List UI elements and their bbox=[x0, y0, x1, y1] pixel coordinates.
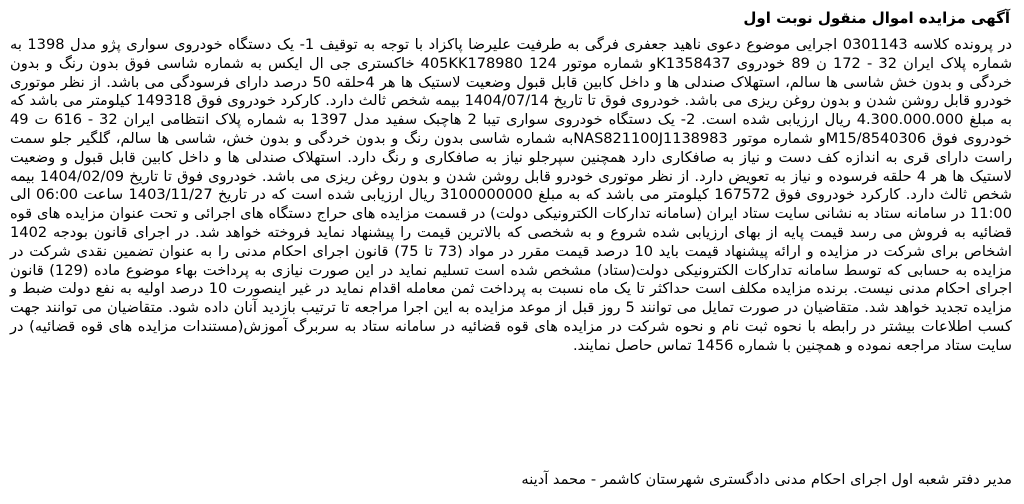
auction-notice bbox=[10, 4, 1016, 500]
notice-signature: مدیر دفتر شعبه اول اجرای احکام مدنی دادگستری شهرستان کاشمر - محمد آدینه bbox=[521, 471, 1012, 488]
notice-body: در پرونده کلاسه 0301143 اجرایی موضوع دعوی ناهید جعفری فرگی به طرفیت علیرضا پاکزاد با توجه به توقیف 1- یک دستگاه خودروی سواری پژو مدل 1398 به شماره پلاک ایران 32 - 172 ن 89 خودروی K1358437و شماره موتور 124 405KK178980 خاکستری جی ال ایکس به شماره شاسی فوق بدون رنگ و بدون خردگی و بدون خش شاسی ها سالم، استهلاک صندلی ها و داخل کابین قابل قبول وضعیت لاستیک ها هر 4حلقه 50 درصد دارای فرسودگی می باشد. از نظر موتوری خودرو قابل روشن شدن و بدون روغن ریزی می باشد. خودروی فوق تا تاریخ 1404/07/14 بیمه شخص ثالث دارد. کارکرد خودروی فوق 149318 کیلومتر می باشد که به مبلغ 4.300.000.000 ریال ارزیابی شده است. 2- یک دستگاه خودروی سواری تیبا 2 هاچبک سفید مدل 1397 به شماره پلاک انتظامی ایران 32 - 616 ت 49 خودروی فوق M15/8540306و شماره موتور NAS821100J1138983به شماره شاسی بدون رنگ و بدون خردگی و بدون خش، شاسی ها سالم، گلگیر جلو سمت راست دارای قری به اندازه کف دست و نیاز به صافکاری دارد همچنین سپرجلو نیاز به صافکاری و رنگ دارد. استهلاک صندلی ها و داخل کابین قابل قبول و وضعیت لاستیک ها هر 4 حلقه فرسوده و نیاز به تعویض دارد. از نظر موتوری خودرو قابل روشن شدن و بدون روغن ریزی می باشد. خودروی فوق تا تاریخ 1404/02/09 بیمه شخص ثالث دارد. کارکرد خودروی فوق 167572 کیلومتر می باشد که به مبلغ 3100000000 ریال ارزیابی شده است که در تاریخ 1403/11/27 ساعت 06:00 الی 11:00 در سامانه ستاد به نشانی سایت ستاد ایران (سامانه تدارکات الکترونیکی دولت) در قسمت مزایده های حراج دستگاه های اجرائی و تحت عنوان مزایده های قوه قضائیه به فروش می رسد قیمت پایه از بهای ارزیابی شده شروع و به شخصی که بالاترین قیمت را پیشنهاد نماید فروخته خواهد شد. در اجرای قانون بودجه 1402 اشخاص برای شرکت در مزایده و ارائه پیشنهاد قیمت باید 10 درصد قیمت مقرر در مواد (73 تا 75) قانون اجرای احکام مدنی را به عنوان تضمین نقدی شرکت در مزایده به حسابی که توسط سامانه تدارکات الکترونیکی دولت(ستاد) مشخص شده است تسلیم نماید در این صورت نیازی به پرداخت بهاء موضوع ماده (129) قانون اجرای احکام مدنی نیست. برنده مزایده مکلف است حداکثر تا یک ماه نسبت به پرداخت ثمن معامله اقدام نماید در غیر اینصورت 10 درصد اولیه به نفع دولت ضبط و مزایده تجدید خواهد شد. متقاضیان در صورت تمایل می توانند 5 روز قبل از موعد مزایده به این اجرا مراجعه تا ترتیب بازدید آنان داده شود. متقاضیان می توانند جهت کسب اطلاعات بیشتر در رابطه با نحوه ثبت نام و نحوه شرکت در مزایده های قوه قضائیه در سامانه ستاد به سربرگ آموزش(مستندات مزایده های قوه قضائیه) در سایت ستاد مراجعه نموده و همچنین با شماره 1456 تماس حاصل نمایند. bbox=[10, 36, 1013, 354]
notice-title: آگهی مزایده اموال منقول نوبت اول bbox=[743, 9, 1010, 27]
